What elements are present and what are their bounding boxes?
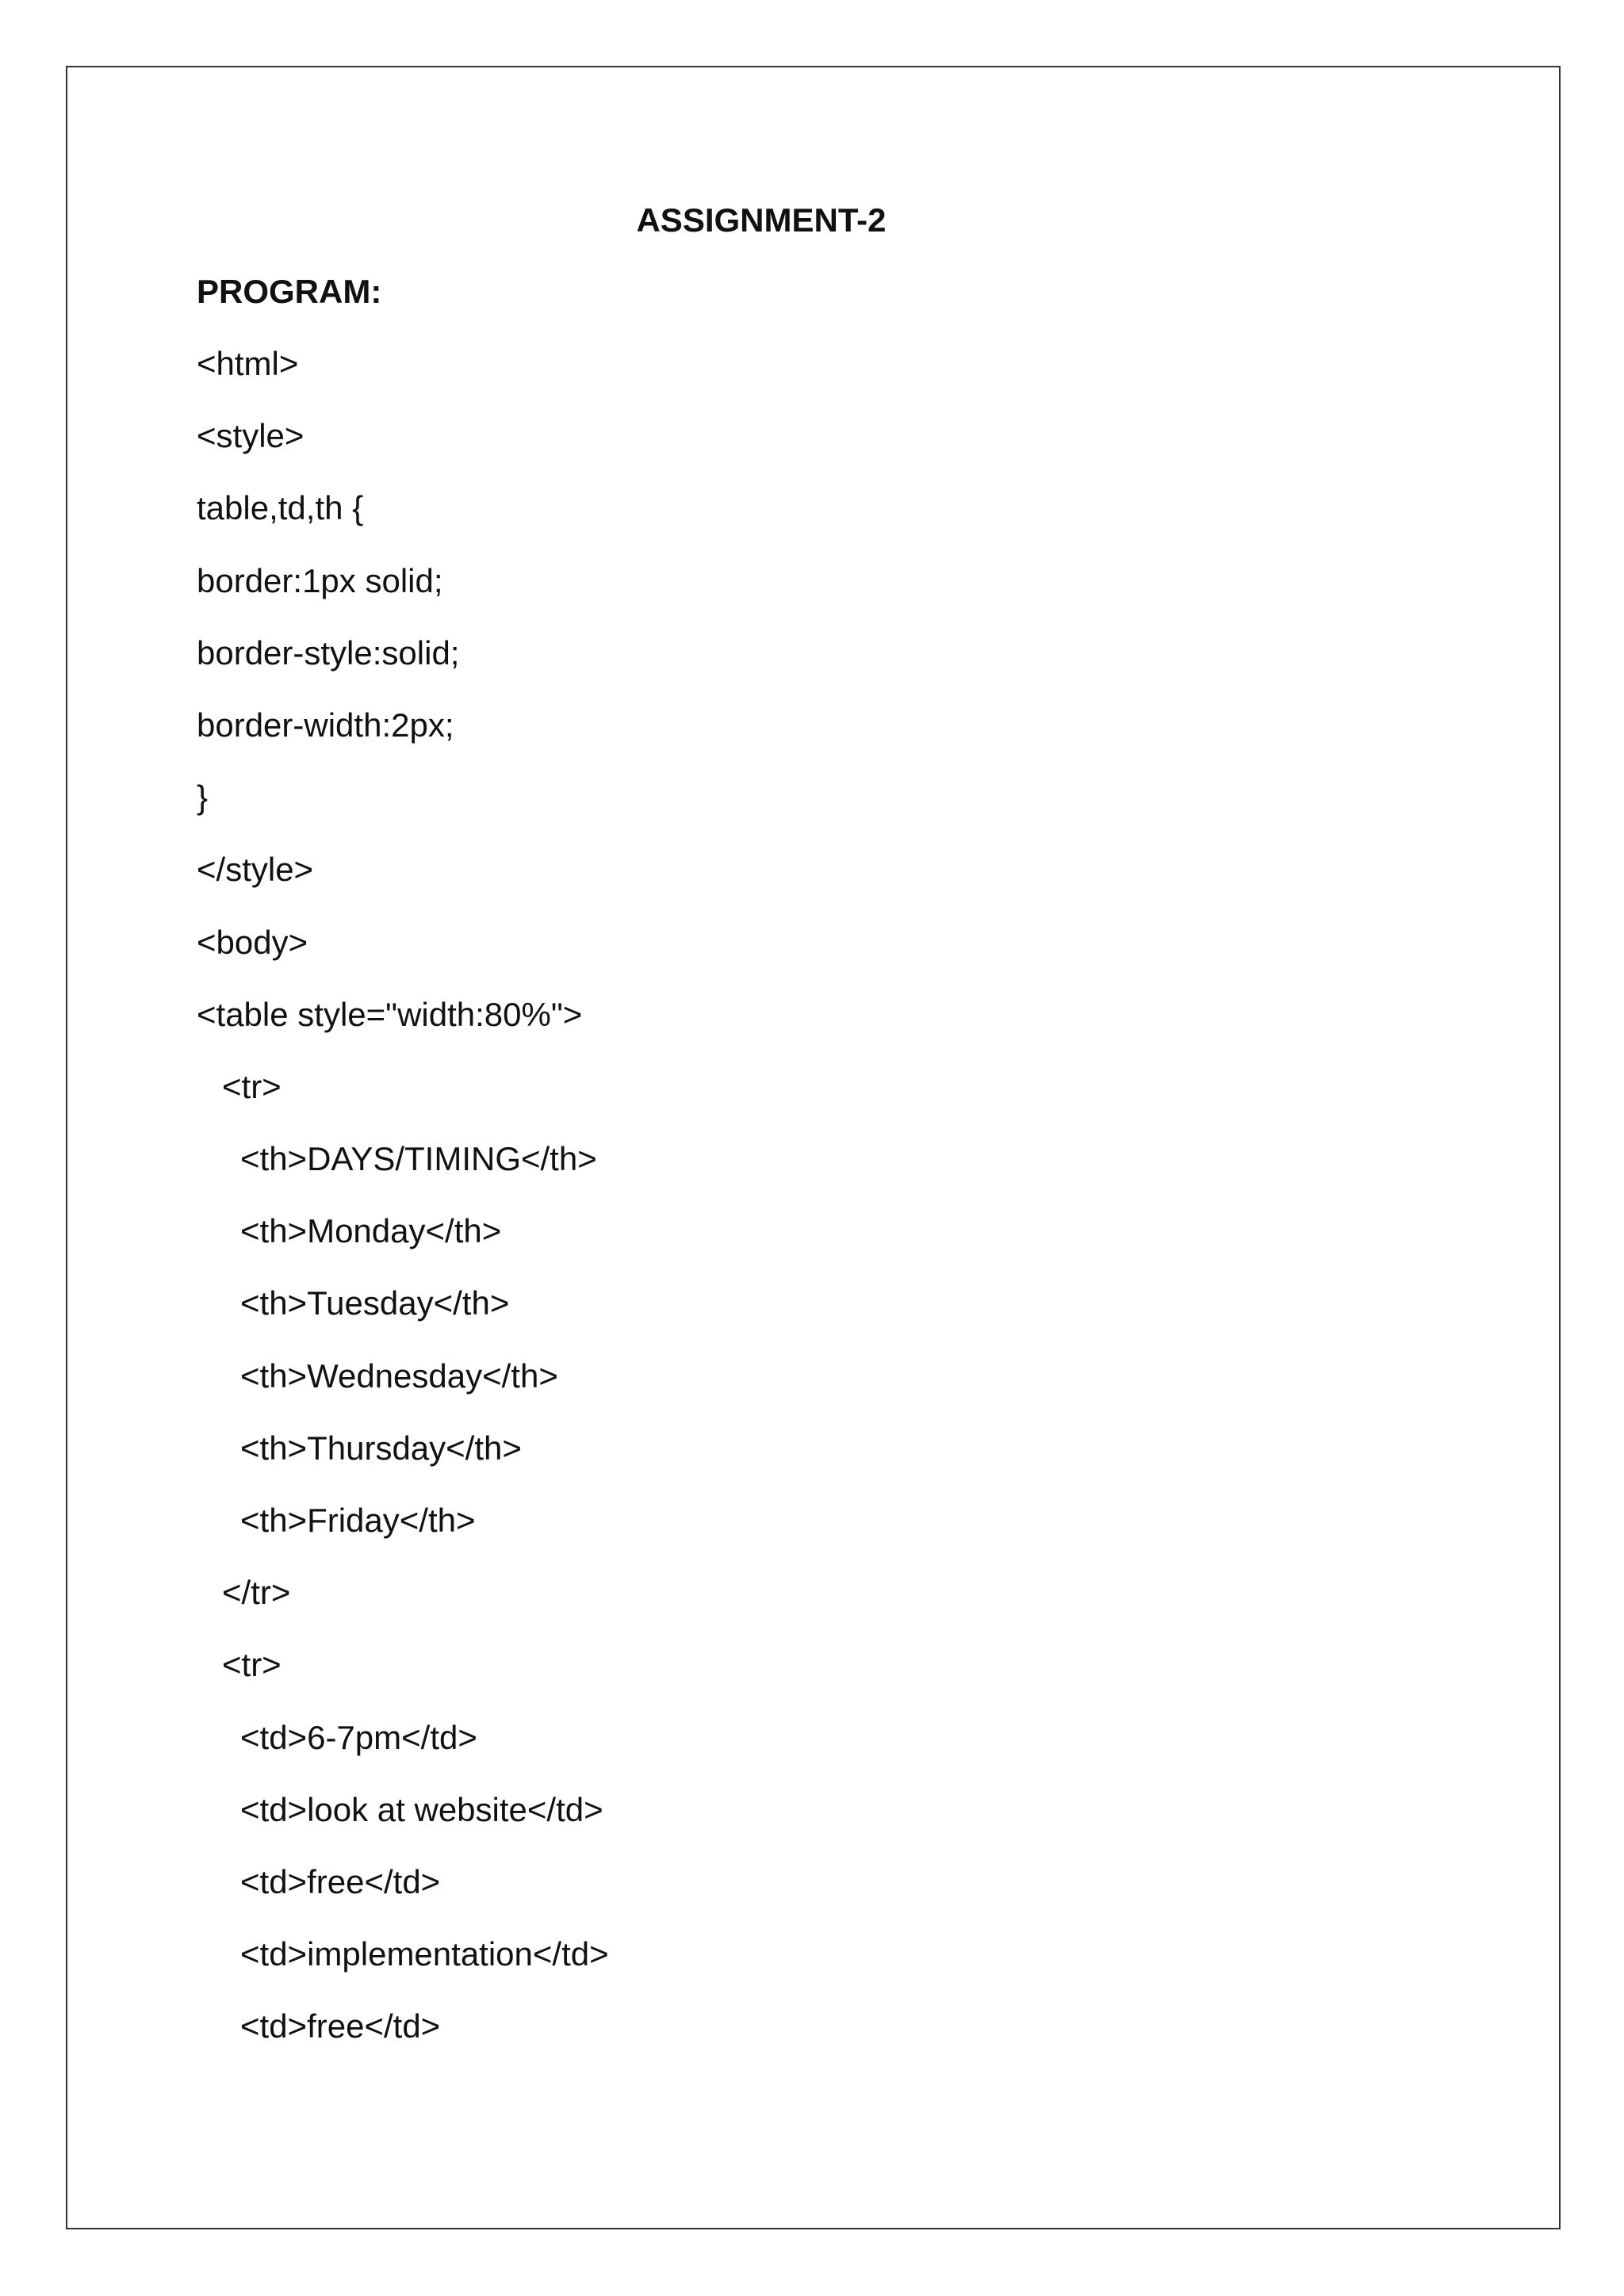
code-line: </style>: [197, 851, 314, 889]
code-line: table,td,th {: [197, 489, 364, 527]
code-line: border-width:2px;: [197, 706, 454, 744]
code-line: <td>implementation</td>: [240, 1935, 609, 1973]
code-line: <th>Wednesday</th>: [240, 1357, 558, 1395]
code-line: <tr>: [222, 1067, 282, 1105]
code-line: border-style:solid;: [197, 633, 460, 672]
code-line: border:1px solid;: [197, 561, 443, 599]
code-line: <td>6-7pm</td>: [240, 1718, 477, 1756]
code-line: <style>: [197, 417, 304, 455]
code-line: <table style="width:80%">: [197, 995, 583, 1033]
code-listing: [197, 343, 609, 2079]
code-line: <th>Friday</th>: [240, 1502, 476, 1539]
document-title: ASSIGNMENT-2: [636, 201, 887, 239]
section-label: PROGRAM:: [197, 273, 382, 310]
code-line: }: [197, 779, 209, 817]
code-line: <td>free</td>: [240, 2007, 441, 2045]
code-line: <html>: [197, 345, 299, 382]
code-line: <th>DAYS/TIMING</th>: [240, 1140, 597, 1178]
code-line: </tr>: [222, 1574, 291, 1612]
code-line: <th>Monday</th>: [240, 1212, 502, 1250]
code-line: <tr>: [222, 1646, 282, 1684]
code-line: <th>Thursday</th>: [240, 1429, 522, 1467]
code-line: <th>Tuesday</th>: [240, 1284, 510, 1322]
code-line: <body>: [197, 923, 308, 961]
code-line: <td>free</td>: [240, 1862, 441, 1900]
code-line: <td>look at website</td>: [240, 1790, 603, 1828]
